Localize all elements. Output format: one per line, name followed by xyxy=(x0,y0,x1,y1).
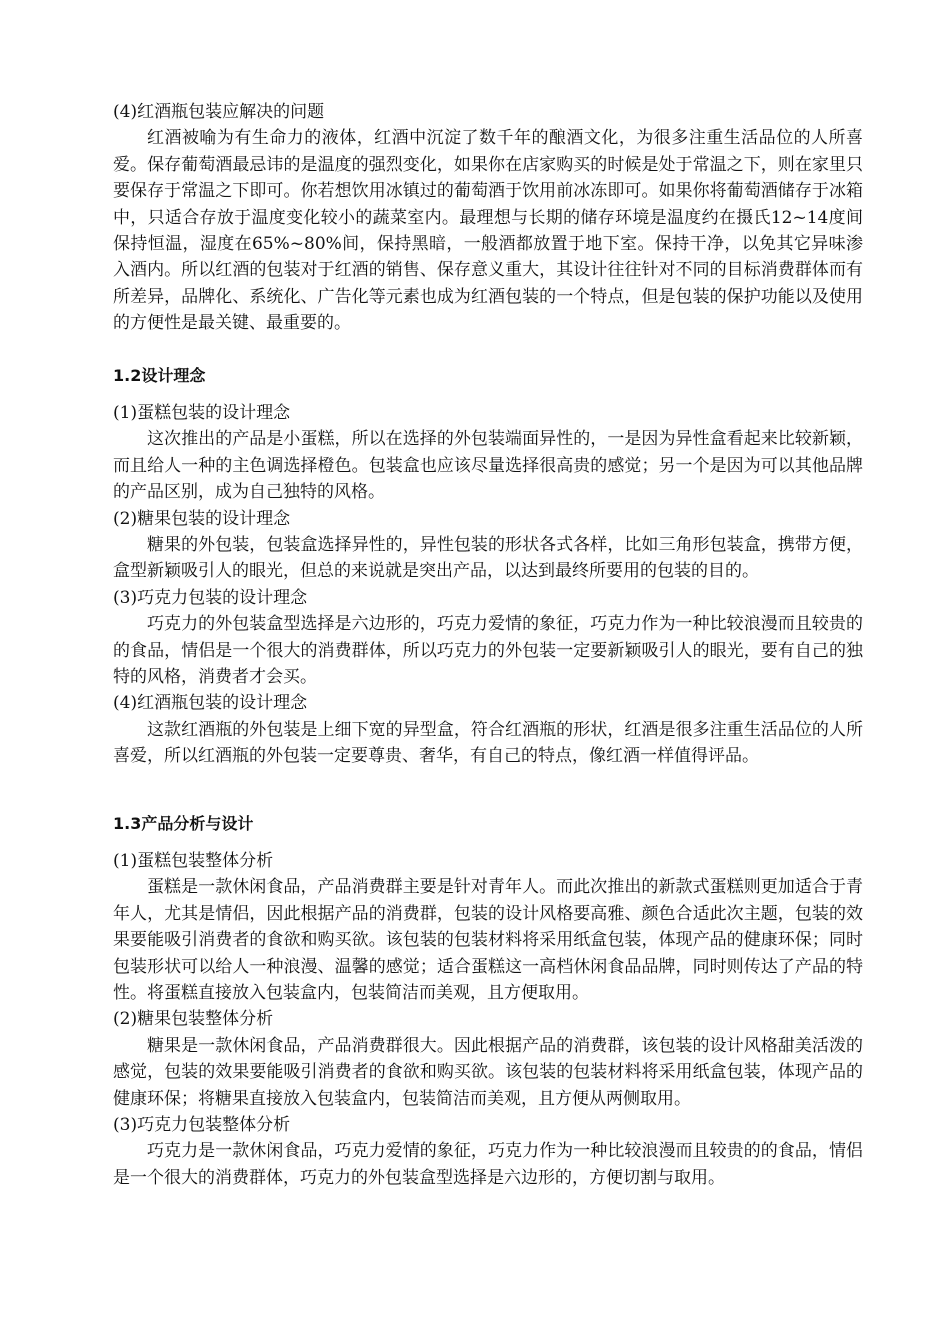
subsection-candy-concept xyxy=(113,506,863,585)
section-1-3-body xyxy=(113,848,863,1191)
subsection-cake-analysis xyxy=(113,848,863,1006)
subsection-cake-concept xyxy=(113,400,863,506)
subsection-title: (2)糖果包装整体分析 xyxy=(113,1009,274,1030)
subsection-title: (4)红酒瓶包装应解决的问题 xyxy=(113,102,325,122)
subsection-chocolate-analysis xyxy=(113,1112,863,1191)
subsection-title: (2)糖果包装的设计理念 xyxy=(113,508,291,529)
paragraph: 巧克力是一款休闲食品，巧克力爱情的象征，巧克力作为一种比较浪漫而且较贵的的食品，情侣是一个很大的消费群体，巧克力的外包装盒型选择是六边形的，方便切割与取用。 xyxy=(113,1141,863,1188)
subsection-title: (1)蛋糕包装整体分析 xyxy=(113,851,274,871)
subsection-title: (3)巧克力包装整体分析 xyxy=(113,1115,291,1136)
subsection-title: (3)巧克力包装的设计理念 xyxy=(113,587,308,608)
subsection-wine-concept xyxy=(113,690,863,769)
subsection-chocolate-concept xyxy=(113,585,863,691)
paragraph: 红酒被喻为有生命力的液体，红酒中沉淀了数千年的酿酒文化，为很多注重生活品位的人所喜爱。保存葡萄酒最忌讳的是温度的强烈变化，如果你在店家购买的时候是处于常温之下，则在家里只要保存于常温之下即可。你若想饮用冰镇过的葡萄酒于饮用前冰冻即可。如果你将葡萄酒储存于冰箱中，只适合存放于温度变化较小的蔬菜室内。最理想与长期的储存环境是温度约在摄氏12~14度间保持恒温，湿度在65%~80%间，保持黑暗，一般酒都放置于地下室。保持干净，以免其它异味渗入酒内。所以红酒的包装对于红酒的销售、保存意义重大，其设计往往针对不同的目标消费群体而有所差异，品牌化、系统化、广告化等元素也成为红酒包装的一个特点，但是包装的保护功能以及使用的方便性是最关键、最重要的。 xyxy=(113,128,863,334)
section-heading: 1.3产品分析与设计 xyxy=(113,814,254,833)
section-heading-1-2 xyxy=(113,364,863,388)
paragraph: 糖果的外包装，包装盒选择异性的，异性包装的形状各式各样，比如三角形包装盒，携带方便，盒型新颖吸引人的眼光，但总的来说就是突出产品，以达到最终所要用的包装的目的。 xyxy=(113,535,863,582)
subsection-candy-analysis xyxy=(113,1006,863,1112)
section-wine-problem xyxy=(113,99,863,337)
section-1-2-body xyxy=(113,400,863,770)
paragraph: 这款红酒瓶的外包装是上细下宽的异型盒，符合红酒瓶的形状，红酒是很多注重生活品位的人所喜爱，所以红酒瓶的外包装一定要尊贵、奢华，有自己的特点，像红酒一样值得评品。 xyxy=(113,719,863,767)
paragraph: 糖果是一款休闲食品，产品消费群很大。因此根据产品的消费群，该包装的设计风格甜美活泼的感觉，包装的效果要能吸引消费者的食欲和购买欲。该包装的包装材料将采用纸盒包装，体现产品的健康环保；将糖果直接放入包装盒内，包装简洁而美观，且方便从两侧取用。 xyxy=(113,1035,863,1109)
paragraph: 这次推出的产品是小蛋糕，所以在选择的外包装端面异性的，一是因为异性盒看起来比较新颖，而且给人一种的主色调选择橙色。包装盒也应该尽量选择很高贵的感觉；另一个是因为可以其他品牌的产品区别，成为自己独特的风格。 xyxy=(113,429,863,503)
subsection-title: (4)红酒瓶包装的设计理念 xyxy=(113,693,308,714)
section-heading-1-3 xyxy=(113,812,863,836)
subsection-title: (1)蛋糕包装的设计理念 xyxy=(113,403,291,423)
paragraph: 蛋糕是一款休闲食品，产品消费群主要是针对青年人。而此次推出的新款式蛋糕则更加适合于青年人，尤其是情侣，因此根据产品的消费群，包装的设计风格要高雅、颜色合适此次主题，包装的效果要能吸引消费者的食欲和购买欲。该包装的包装材料将采用纸盒包装，体现产品的健康环保；同时包装形状可以给人一种浪漫、温馨的感觉；适合蛋糕这一高档休闲食品品牌，同时则传达了产品的特性。将蛋糕直接放入包装盒内，包装简洁而美观，且方便取用。 xyxy=(113,877,863,1004)
section-heading: 1.2设计理念 xyxy=(113,366,206,385)
paragraph: 巧克力的外包装盒型选择是六边形的，巧克力爱情的象征，巧克力作为一种比较浪漫而且较贵的的食品，情侣是一个很大的消费群体，所以巧克力的外包装一定要新颖吸引人的眼光，要有自己的独特的风格，消费者才会买。 xyxy=(113,614,863,688)
